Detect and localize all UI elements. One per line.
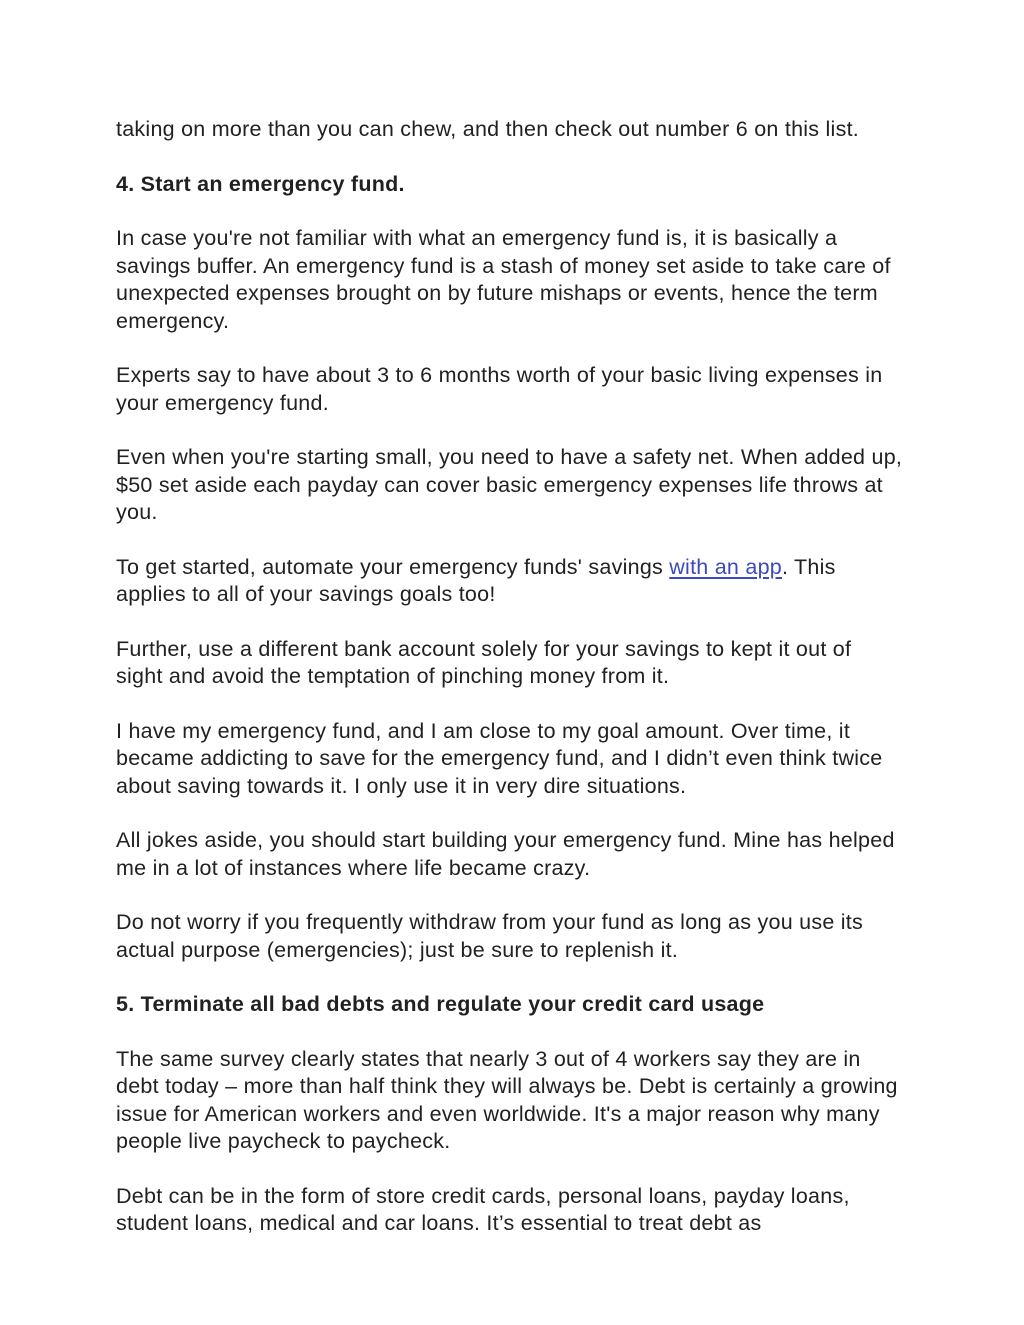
inline-link[interactable]: with an app [669,554,782,579]
paragraph: All jokes aside, you should start building your emergency fund. Mine has helped me in a lot of instances where life became crazy. [116,828,895,880]
paragraph: Further, use a different bank account solely for your savings to kept it out of sight and avoid the temptation of pinching money from it. [116,636,852,688]
paragraph: Experts say to have about 3 to 6 months worth of your basic living expenses in your emergency fund. [116,363,883,415]
text-run: . This applies to all of your savings goals too! [116,554,836,606]
paragraph: In case you're not familiar with what an emergency fund is, it is basically a savings buffer. An emergency fund is a stash of money set aside to take care of unexpected expenses brought on by future mishaps or events, hence the term emergency. [116,226,891,333]
paragraph: taking on more than you can chew, and then check out number 6 on this list. [116,117,860,141]
document-content [116,116,904,1238]
paragraph: Even when you're starting small, you need to have a safety net. When added up, $50 set aside each payday can cover basic emergency expenses life throws at you. [116,445,903,524]
paragraph: Do not worry if you frequently withdraw from your fund as long as you use its actual purpose (emergencies); just be sure to replenish it. [116,910,864,962]
section-heading: 5. Terminate all bad debts and regulate your credit card usage [116,992,765,1016]
paragraph: The same survey clearly states that nearly 3 out of 4 workers say they are in debt today – more than half think they will always be. Debt is certainly a growing issue for American workers and even worldwide. It's a major reason why many people live paycheck to paycheck. [116,1046,898,1153]
paragraph [116,554,904,609]
paragraph: I have my emergency fund, and I am close to my goal amount. Over time, it became addicting to save for the emergency fund, and I didn’t even think twice about saving towards it. I only use it in very dire situations. [116,718,883,798]
text-run: To get started, automate your emergency funds' savings [116,554,670,579]
section-heading: 4. Start an emergency fund. [116,171,405,196]
paragraph: Debt can be in the form of store credit cards, personal loans, payday loans, student loans, medical and car loans. It’s essential to treat debt as [116,1183,850,1235]
